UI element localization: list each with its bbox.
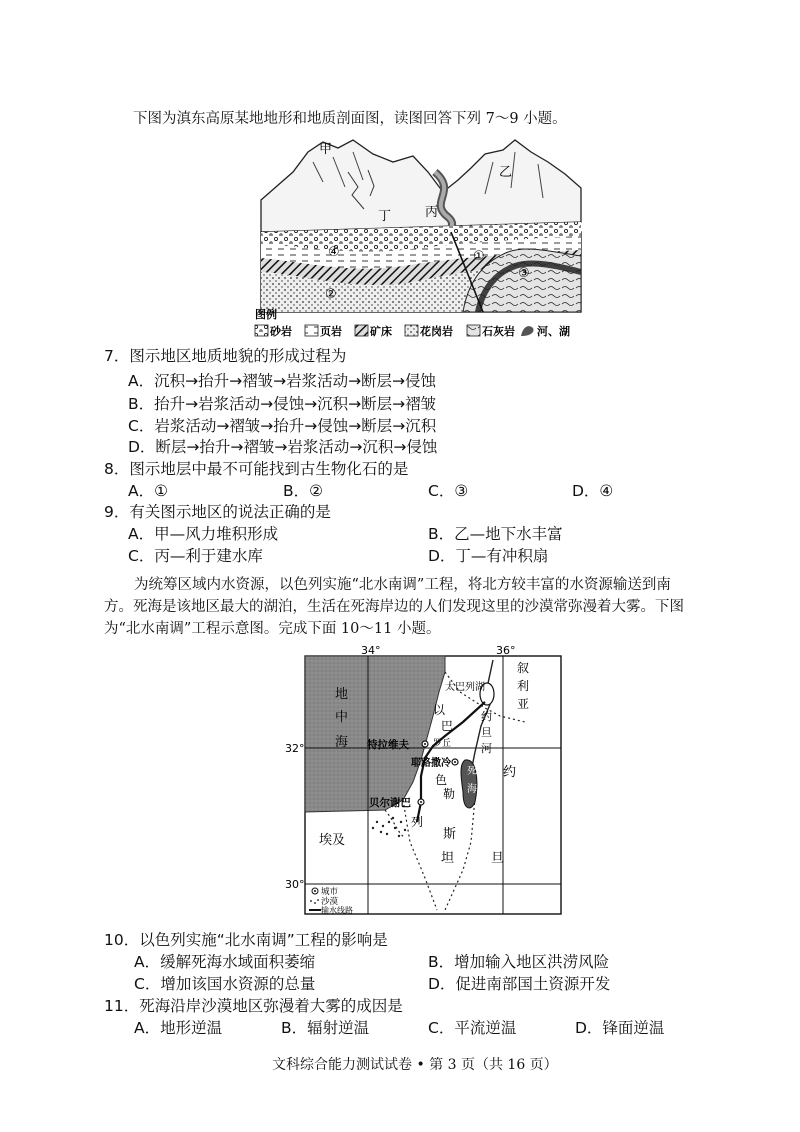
map-sea-1: 地 — [335, 687, 349, 702]
q9-option-c[interactable]: C．丙—利于建水库 — [128, 547, 263, 565]
q7-option-a[interactable]: A．沉积→抬升→褶皱→岩浆活动→断层→侵蚀 — [128, 372, 437, 390]
label-jia: 甲 — [319, 142, 333, 157]
map-legend-pipeline: 输水线路 — [321, 906, 353, 915]
section2-intro-line2: 方。死海是该地区最大的湖泊，生活在死海岸边的人们发现这里的沙漠常弥漫着大雾。下图 — [104, 599, 684, 615]
q8-option-d[interactable]: D．④ — [572, 482, 614, 500]
q8-stem: 8．图示地层中最不可能找到古生物化石的是 — [104, 460, 409, 478]
geology-block-diagram — [253, 132, 589, 342]
map-syria-2: 利 — [517, 679, 530, 693]
q7-option-b[interactable]: B．抬升→岩浆活动→侵蚀→沉积→断层→褶皱 — [128, 395, 437, 413]
q11-stem: 11．死海沿岸沙漠地区弥漫着大雾的成因是 — [104, 997, 403, 1015]
map-dead-sea-2: 海 — [467, 784, 477, 795]
q9-option-a[interactable]: A．甲—风力堆积形成 — [128, 525, 279, 543]
map-tiberias: 太巴列湖 — [445, 682, 485, 693]
map-beersheba: 贝尔谢巴 — [369, 797, 411, 809]
q9-stem: 9．有关图示地区的说法正确的是 — [104, 503, 331, 521]
legend-river-lake — [521, 324, 570, 338]
label-ding: 丁 — [378, 209, 392, 224]
q8-option-b[interactable]: B．② — [283, 482, 324, 500]
map-tel-aviv: 特拉维夫 — [367, 739, 409, 751]
label-yi: 乙 — [499, 165, 513, 180]
q9-option-b[interactable]: B．乙—地下水丰富 — [428, 525, 563, 543]
label-n1: ① — [473, 249, 485, 264]
map-jordan-river-1: 约 — [481, 710, 492, 723]
legend-granite-label: 花岗岩 — [420, 325, 453, 338]
legend-sandstone-label: 砂岩 — [270, 325, 292, 338]
q10-option-d[interactable]: D．促进南部国土资源开发 — [428, 975, 611, 993]
map-jordan-river-3: 河 — [481, 742, 492, 755]
legend-shale — [305, 324, 342, 338]
q10-option-c[interactable]: C．增加该国水资源的总量 — [134, 975, 316, 993]
map-syria-3: 亚 — [517, 697, 530, 711]
map-lie: 列 — [411, 815, 424, 829]
map-le: 勒 — [443, 787, 456, 801]
map-lat-30: 30° — [285, 878, 305, 891]
q7-stem: 7．图示地区地质地貌的形成过程为 — [104, 347, 347, 365]
legend-ore — [355, 324, 392, 338]
legend-title: 图例 — [255, 308, 277, 321]
section1-intro: 下图为滇东高原某地地形和地质剖面图，读图回答下列 7～9 小题。 — [133, 111, 567, 127]
section2-intro-line3: 为“北水南调”工程示意图。完成下面 10～11 小题。 — [104, 621, 441, 637]
legend-shale-label: 页岩 — [320, 325, 342, 338]
map-dan: 旦 — [491, 851, 505, 866]
legend-ore-label: 矿床 — [370, 325, 392, 338]
q7-option-d[interactable]: D．断层→抬升→褶皱→岩浆活动→沉积→侵蚀 — [128, 438, 438, 456]
map-yi: 以 — [433, 703, 446, 717]
q11-option-c[interactable]: C．平流逆温 — [428, 1019, 517, 1037]
map-syria-1: 叙 — [517, 661, 530, 675]
q8-option-c[interactable]: C．③ — [428, 482, 469, 500]
label-bing: 丙 — [425, 205, 439, 220]
map-legend-city: 城市 — [321, 887, 339, 897]
label-n4: ④ — [328, 245, 340, 260]
map-sea-2: 中 — [335, 710, 349, 725]
map-lon-36: 36° — [496, 644, 516, 657]
map-tan: 坦 — [441, 851, 455, 866]
map-legend-desert: 沙漠 — [321, 897, 339, 907]
label-n2: ② — [325, 287, 337, 302]
q10-option-b[interactable]: B．增加输入地区洪涝风险 — [428, 953, 610, 971]
map-luo-qiu: 罗丘 — [433, 739, 452, 749]
legend-sandstone — [255, 324, 292, 338]
legend-granite — [405, 324, 453, 338]
map-si: 斯 — [443, 827, 457, 842]
map-yue: 约 — [503, 765, 517, 780]
q7-option-c[interactable]: C．岩浆活动→褶皱→抬升→侵蚀→断层→沉积 — [128, 417, 437, 435]
section2-intro-line1: 为统筹区域内水资源，以色列实施“北水南调”工程，将北方较丰富的水资源输送到南 — [134, 577, 671, 593]
q10-stem: 10．以色列实施“北水南调”工程的影响是 — [104, 931, 388, 949]
map-se: 色 — [435, 773, 448, 787]
legend-limestone — [467, 324, 515, 338]
map-ba: 巴 — [441, 719, 454, 733]
map-lat-32: 32° — [285, 742, 305, 755]
map-egypt: 埃及 — [319, 833, 346, 848]
legend-river-lake-label: 河、湖 — [537, 325, 570, 338]
q11-option-a[interactable]: A．地形逆温 — [134, 1019, 223, 1037]
map-lon-34: 34° — [361, 644, 381, 657]
israel-water-map — [285, 642, 565, 918]
map-jerusalem: 耶路撒冷 — [411, 758, 451, 769]
q11-option-b[interactable]: B．辐射逆温 — [281, 1019, 370, 1037]
label-n3: ③ — [518, 266, 530, 281]
map-dead-sea-1: 死 — [467, 766, 477, 777]
map-sea-3: 海 — [335, 735, 349, 750]
page-footer: 文科综合能力测试试卷 • 第 3 页（共 16 页） — [272, 1057, 558, 1073]
q11-option-d[interactable]: D．锋面逆温 — [575, 1019, 665, 1037]
legend-limestone-label: 石灰岩 — [482, 325, 515, 338]
q8-option-a[interactable]: A．① — [128, 482, 168, 500]
map-jordan-river-2: 旦 — [481, 726, 492, 739]
q10-option-a[interactable]: A．缓解死海水域面积萎缩 — [134, 953, 316, 971]
q9-option-d[interactable]: D．丁—有冲积扇 — [428, 547, 549, 565]
